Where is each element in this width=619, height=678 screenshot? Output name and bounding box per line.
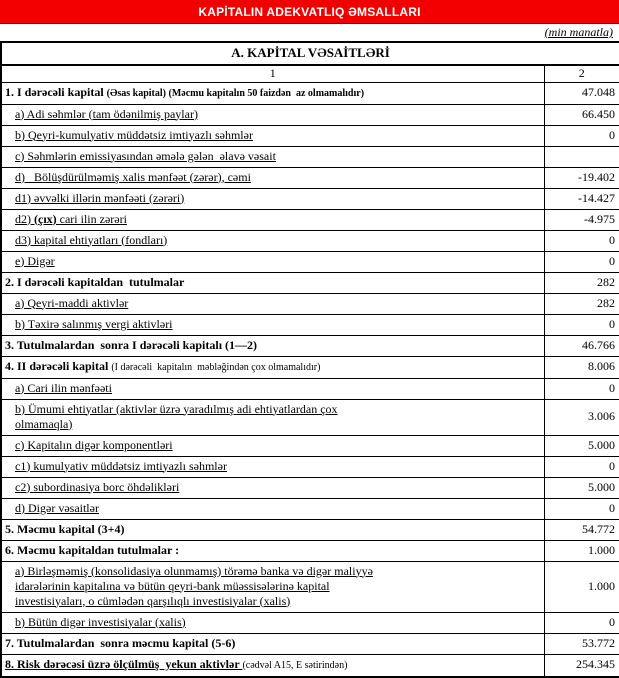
table-row: [1, 293, 619, 314]
row-value: 282: [544, 272, 619, 293]
row-value: 0: [544, 612, 619, 633]
section-header-row: [1, 42, 619, 65]
row-value: 0: [544, 125, 619, 146]
column-number-row: [1, 65, 619, 82]
table-row: [1, 561, 619, 612]
table-row: [1, 456, 619, 477]
table-row: [1, 209, 619, 230]
row-label: e) Digər: [1, 251, 544, 272]
row-value: 254.345: [544, 654, 619, 677]
row-label: d) Digər vəsaitlər: [1, 498, 544, 519]
table-row: [1, 335, 619, 356]
row-value: 0: [544, 230, 619, 251]
row-value: 66.450: [544, 104, 619, 125]
table-row: [1, 251, 619, 272]
row-label: b) Qeyri-kumulyativ müddətsiz imtiyazlı səhmlər: [1, 125, 544, 146]
table-row: [1, 612, 619, 633]
row-label: d3) kapital ehtiyatları (fondları): [1, 230, 544, 251]
row-value: -4.975: [544, 209, 619, 230]
row-label: 7. Tutulmalardan sonra məcmu kapital (5-6): [1, 633, 544, 654]
row-value: 0: [544, 456, 619, 477]
row-value: 1.000: [544, 540, 619, 561]
table-row: [1, 82, 619, 104]
table-row: [1, 540, 619, 561]
row-value: 282: [544, 293, 619, 314]
row-label: 4. II dərəcəli kapital (I dərəcəli kapitalın məbləğindən çox olmamalıdır): [1, 356, 544, 378]
row-label: a) Qeyri-maddi aktivlər: [1, 293, 544, 314]
row-label: 5. Məcmu kapital (3+4): [1, 519, 544, 540]
row-label: b) Bütün digər investisiyalar (xalis): [1, 612, 544, 633]
column-header-1: 1: [1, 65, 544, 82]
row-value: 0: [544, 251, 619, 272]
row-label: d2) (çıx) cari ilin zərəri: [1, 209, 544, 230]
table-row: [1, 399, 619, 435]
row-label: b) Təxirə salınmış vergi aktivləri: [1, 314, 544, 335]
row-value: 47.048: [544, 82, 619, 104]
row-value: 54.772: [544, 519, 619, 540]
table-row: [1, 272, 619, 293]
row-value: 5.000: [544, 435, 619, 456]
unit-note: (min manatla): [544, 25, 613, 39]
row-value: 0: [544, 378, 619, 399]
column-header-2: 2: [544, 65, 619, 82]
table-row: [1, 314, 619, 335]
row-label: 8. Risk dərəcəsi üzrə ölçülmüş yekun aktivlər (cədvəl A15, E sətirindən): [1, 654, 544, 677]
table-row: [1, 167, 619, 188]
table-row: [1, 477, 619, 498]
row-label: a) Adi səhmlər (tam ödənilmiş paylar): [1, 104, 544, 125]
row-value: -19.402: [544, 167, 619, 188]
capital-table: [0, 41, 619, 678]
row-label: d1) əvvəlki illərin mənfəəti (zərəri): [1, 188, 544, 209]
table-row: [1, 519, 619, 540]
row-label: c) Kapitalın digər komponentləri: [1, 435, 544, 456]
row-label: c2) subordinasiya borc öhdəlikləri: [1, 477, 544, 498]
row-label: 1. I dərəcəli kapital (Əsas kapital) (Məcmu kapitalın 50 faizdən az olmamalıdır): [1, 82, 544, 104]
row-value: 3.006: [544, 399, 619, 435]
row-value: 5.000: [544, 477, 619, 498]
row-label: b) Ümumi ehtiyatlar (aktivlər üzrə yaradılmış adi ehtiyatlardan çox olmamaqla): [1, 399, 544, 435]
row-label: a) Cari ilin mənfəəti: [1, 378, 544, 399]
report-title: KAPİTALIN ADEKVATLIQ ƏMSALLARI: [198, 4, 421, 19]
row-label: 6. Məcmu kapitaldan tutulmalar :: [1, 540, 544, 561]
table-row: [1, 146, 619, 167]
row-value: -14.427: [544, 188, 619, 209]
table-row: [1, 378, 619, 399]
table-row: [1, 104, 619, 125]
row-label: a) Birləşməmiş (konsolidasiya olunmamış) törəmə banka və digər maliyyə idarələrinin kapitalına və bütün qeyri-bank müəssisələrinə kapital investisiyaları, o cümlədən qarşılıqlı investisiyalar (xalis): [1, 561, 544, 612]
table-row: [1, 654, 619, 677]
table-row: [1, 125, 619, 146]
row-label: 2. I dərəcəli kapitaldan tutulmalar: [1, 272, 544, 293]
row-value: 0: [544, 314, 619, 335]
row-value: 53.772: [544, 633, 619, 654]
table-body: [1, 42, 619, 677]
table-row: [1, 435, 619, 456]
row-value: [544, 146, 619, 167]
row-value: 1.000: [544, 561, 619, 612]
table-row: [1, 356, 619, 378]
report-title-bar: [0, 0, 619, 24]
section-header-title: A. KAPİTAL VƏSAİTLƏRİ: [1, 42, 619, 65]
row-value: 8.006: [544, 356, 619, 378]
row-label: 3. Tutulmalardan sonra I dərəcəli kapitalı (1—2): [1, 335, 544, 356]
row-value: 46.766: [544, 335, 619, 356]
row-label: c) Səhmlərin emissiyasından əmələ gələn əlavə vəsait: [1, 146, 544, 167]
table-row: [1, 230, 619, 251]
table-row: [1, 188, 619, 209]
row-value: 0: [544, 498, 619, 519]
table-row: [1, 633, 619, 654]
row-label: c1) kumulyativ müddətsiz imtiyazlı səhmlər: [1, 456, 544, 477]
table-row: [1, 498, 619, 519]
row-label: d) Bölüşdürülməmiş xalis mənfəət (zərər), cəmi: [1, 167, 544, 188]
